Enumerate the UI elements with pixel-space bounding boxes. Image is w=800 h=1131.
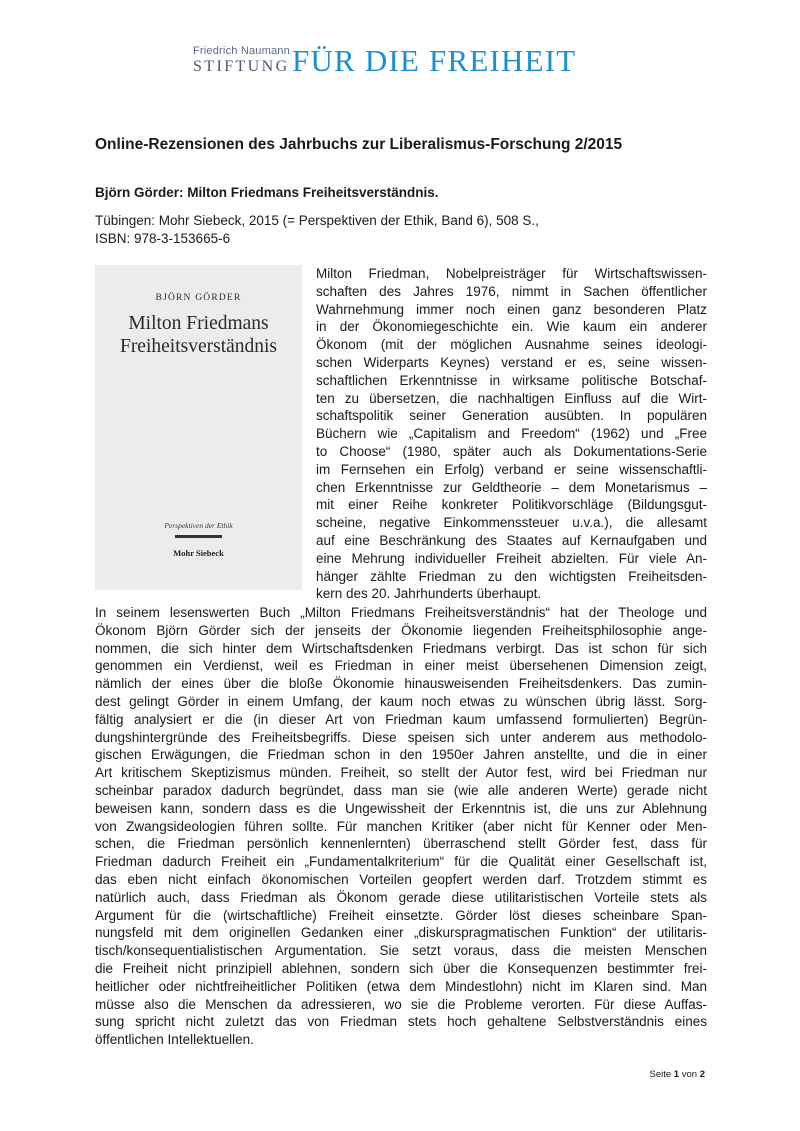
text-line: schaftlichen Erkenntnisse in wirksame politische Botschaf- [316,372,707,388]
text-line: beweisen kann, sondern dass es die Ungewissheit der Erkenntnis ist, die uns zur Ablehnung [95,800,707,816]
text-line: natürlich auch, dass Friedman als Ökonom gerade diese utilitaristischen Vorteile stets als [95,889,707,905]
text-line: fältig analysiert er die (in dieser Art von Friedman kaum umfassend formulierten) Begrün- [95,711,707,727]
text-line: Büchern wie „Capitalism and Freedom“ (1962) und „Free [316,426,707,442]
document-title: Online-Rezensionen des Jahrbuchs zur Liberalismus-Forschung 2/2015 [95,136,623,153]
text-line: öffentlichen Intellektuellen. [95,1032,254,1048]
text-line: Art kritischem Skeptizismus münden. Freiheit, so stellt der Autor fest, wird bei Friedman nur [95,765,707,781]
text-line: tisch/konsequentialistischen Argumentation. Sie setzt voraus, dass die meisten Menschen [95,943,707,959]
text-line: im Fernsehen ein Erfolg) verband er seine wissenschaftli- [316,461,707,477]
text-line: schaftspolitik seiner Generation ausübten. In populären [316,408,707,424]
publication-info-line: ISBN: 978-3-153665-6 [95,231,231,246]
foundation-logo [193,45,613,77]
text-line: Milton Friedman, Nobelpreisträger für Wirtschaftswissen- [316,266,707,281]
cover-title-line: Freiheitsverständnis [119,336,278,357]
text-line: müsse also die Menschen da adressieren, wo sie die Probleme verorten. Für diese Auffas- [95,996,707,1012]
text-line: von Zwangsideologien führen sollte. Für manchen Kritiker (aber nicht für Kenner oder Men- [95,818,707,834]
text-line: kern des 20. Jahrhunderts überhaupt. [316,586,542,602]
text-line: nommen, die sich hinter dem Wirtschaftsdenken Friedmans verbirgt. Das ist schon für sich [95,640,707,656]
text-line: heitlicher oder nichtfreiheitlicher Politiken (etwa dem Mindestlohn) nicht im Klaren sind. Man [95,978,707,994]
page-sep: von [681,1069,698,1080]
text-line: schaften des Jahres 1976, nimmt in Sachen öffentlicher [316,283,707,299]
cover-author: BJÖRN GÖRDER [155,293,242,303]
text-line: dungshintergründe des Freiheitsbegriffs. Diese speisen sich unter anderem aus methodolo- [95,729,707,745]
cover-series: Perspektiven der Ethik [164,521,233,530]
text-line: In seinem lesenswerten Buch „Milton Friedmans Freiheitsverständnis“ hat der Theologe und [95,605,707,620]
text-line: Wahrnehmung immer noch einen ganz besonderen Platz [316,301,707,317]
text-line: Ökonom Björn Görder sich der jenseits der Ökonomie liegenden Freiheitsphilosophie ange- [95,622,707,638]
publication-info [95,212,539,248]
text-line: mit einer Reihe konkreter Politikvorschläge (Bildungsgut- [316,497,707,513]
logo-line-1: Friedrich Naumann [193,45,290,57]
text-line: Argument für die (wirtschaftliche) Freiheit einsetzte. Görder löst dieses scheinbare Span- [95,907,707,923]
text-line: hänger zählte Friedman zu den wichtigsten Freiheitsden- [316,568,707,584]
text-line: scheine, negative Einkommenssteuer u.v.a.), die allesamt [316,515,707,531]
text-line: schen, die Friedman persönlich kennenlernten) überraschend stellt Görder fest, dass für [95,836,707,852]
intro-paragraph [316,265,707,603]
text-line: auf eine Beschränkung des Staates auf Kernaufgaben und [316,532,707,548]
text-line: chen Erkenntnisse zur Geldtheorie – dem Monetarismus – [316,479,707,495]
page-total: 2 [699,1069,705,1080]
cover-title [95,312,302,358]
review-paragraph [95,604,707,1049]
text-line: in der Ökonomiegeschichte ein. Wie kaum ein anderer [316,319,707,335]
text-line: Ökonom (mit der möglichen Ausnahme seines ideologi- [316,337,707,353]
cover-publisher: Mohr Siebeck [173,548,224,558]
text-line: nämlich der eines über die bloße Ökonomie hinausweisenden Freiheitsdenkers. Das zumin- [95,676,707,692]
text-line: scheinbar paradox dadurch begründet, dass man sie (wie alle anderen Werte) gerade nicht [95,782,707,798]
page-label: Seite [649,1069,672,1080]
text-line: eine Mehrung individueller Freiheit abzielten. Für viele An- [316,550,707,566]
text-line: nungsfeld mit dem originellen Gedanken einer „diskurspragmatischen Funktion“ der utilitaris- [95,925,707,941]
logo-line-2: STIFTUNG [193,58,290,75]
text-line: genommen ein Verdienst, weil es Friedman in einer meist übersehenen Dimension zeigt, [95,658,707,674]
text-line: dest gelingt Görder in einem Umfang, der kaum noch etwas zu wünschen übrig lässt. Sorg- [95,693,707,709]
publication-info-line: Tübingen: Mohr Siebeck, 2015 (= Perspektiven der Ethik, Band 6), 508 S., [95,213,539,228]
page-number [650,1069,706,1080]
text-line: die Freiheit nicht prinzipiell ablehnen, sondern sich über die Konsequenzen bestimmter frei- [95,960,707,976]
page-current: 1 [673,1069,680,1080]
logo-main-text: FÜR DIE FREIHEIT [292,43,577,78]
text-line: sung spricht nicht zuletzt das von Friedman stets hoch gehaltene Selbstverständnis eines [95,1014,707,1030]
book-cover-image [95,265,302,590]
text-line: schen Widerparts Keynes) verstand er es, seine wissen- [316,354,707,370]
text-line: Friedman dadurch Freiheit ein „Fundamentalkriterium“ für die Qualität einer Gesellschaft ist, [95,854,707,870]
text-line: das eben nicht einfach ökonomischen Vorteilen geopfert werden darf. Trotzdem stimmt es [95,871,707,887]
text-line: ten zu übersetzen, die nachhaltigen Einfluss auf die Wirt- [316,390,707,406]
cover-title-line: Milton Friedmans [128,313,269,334]
cover-divider [175,535,222,538]
text-line: gischen Erwägungen, die Friedman schon in den 1950er Jahren anstellte, und die in einer [95,747,707,763]
book-heading: Björn Görder: Milton Friedmans Freiheitsverständnis. [95,185,439,200]
text-line: to Choose“ (1980, später auch als Dokumentations-Serie [316,443,707,459]
